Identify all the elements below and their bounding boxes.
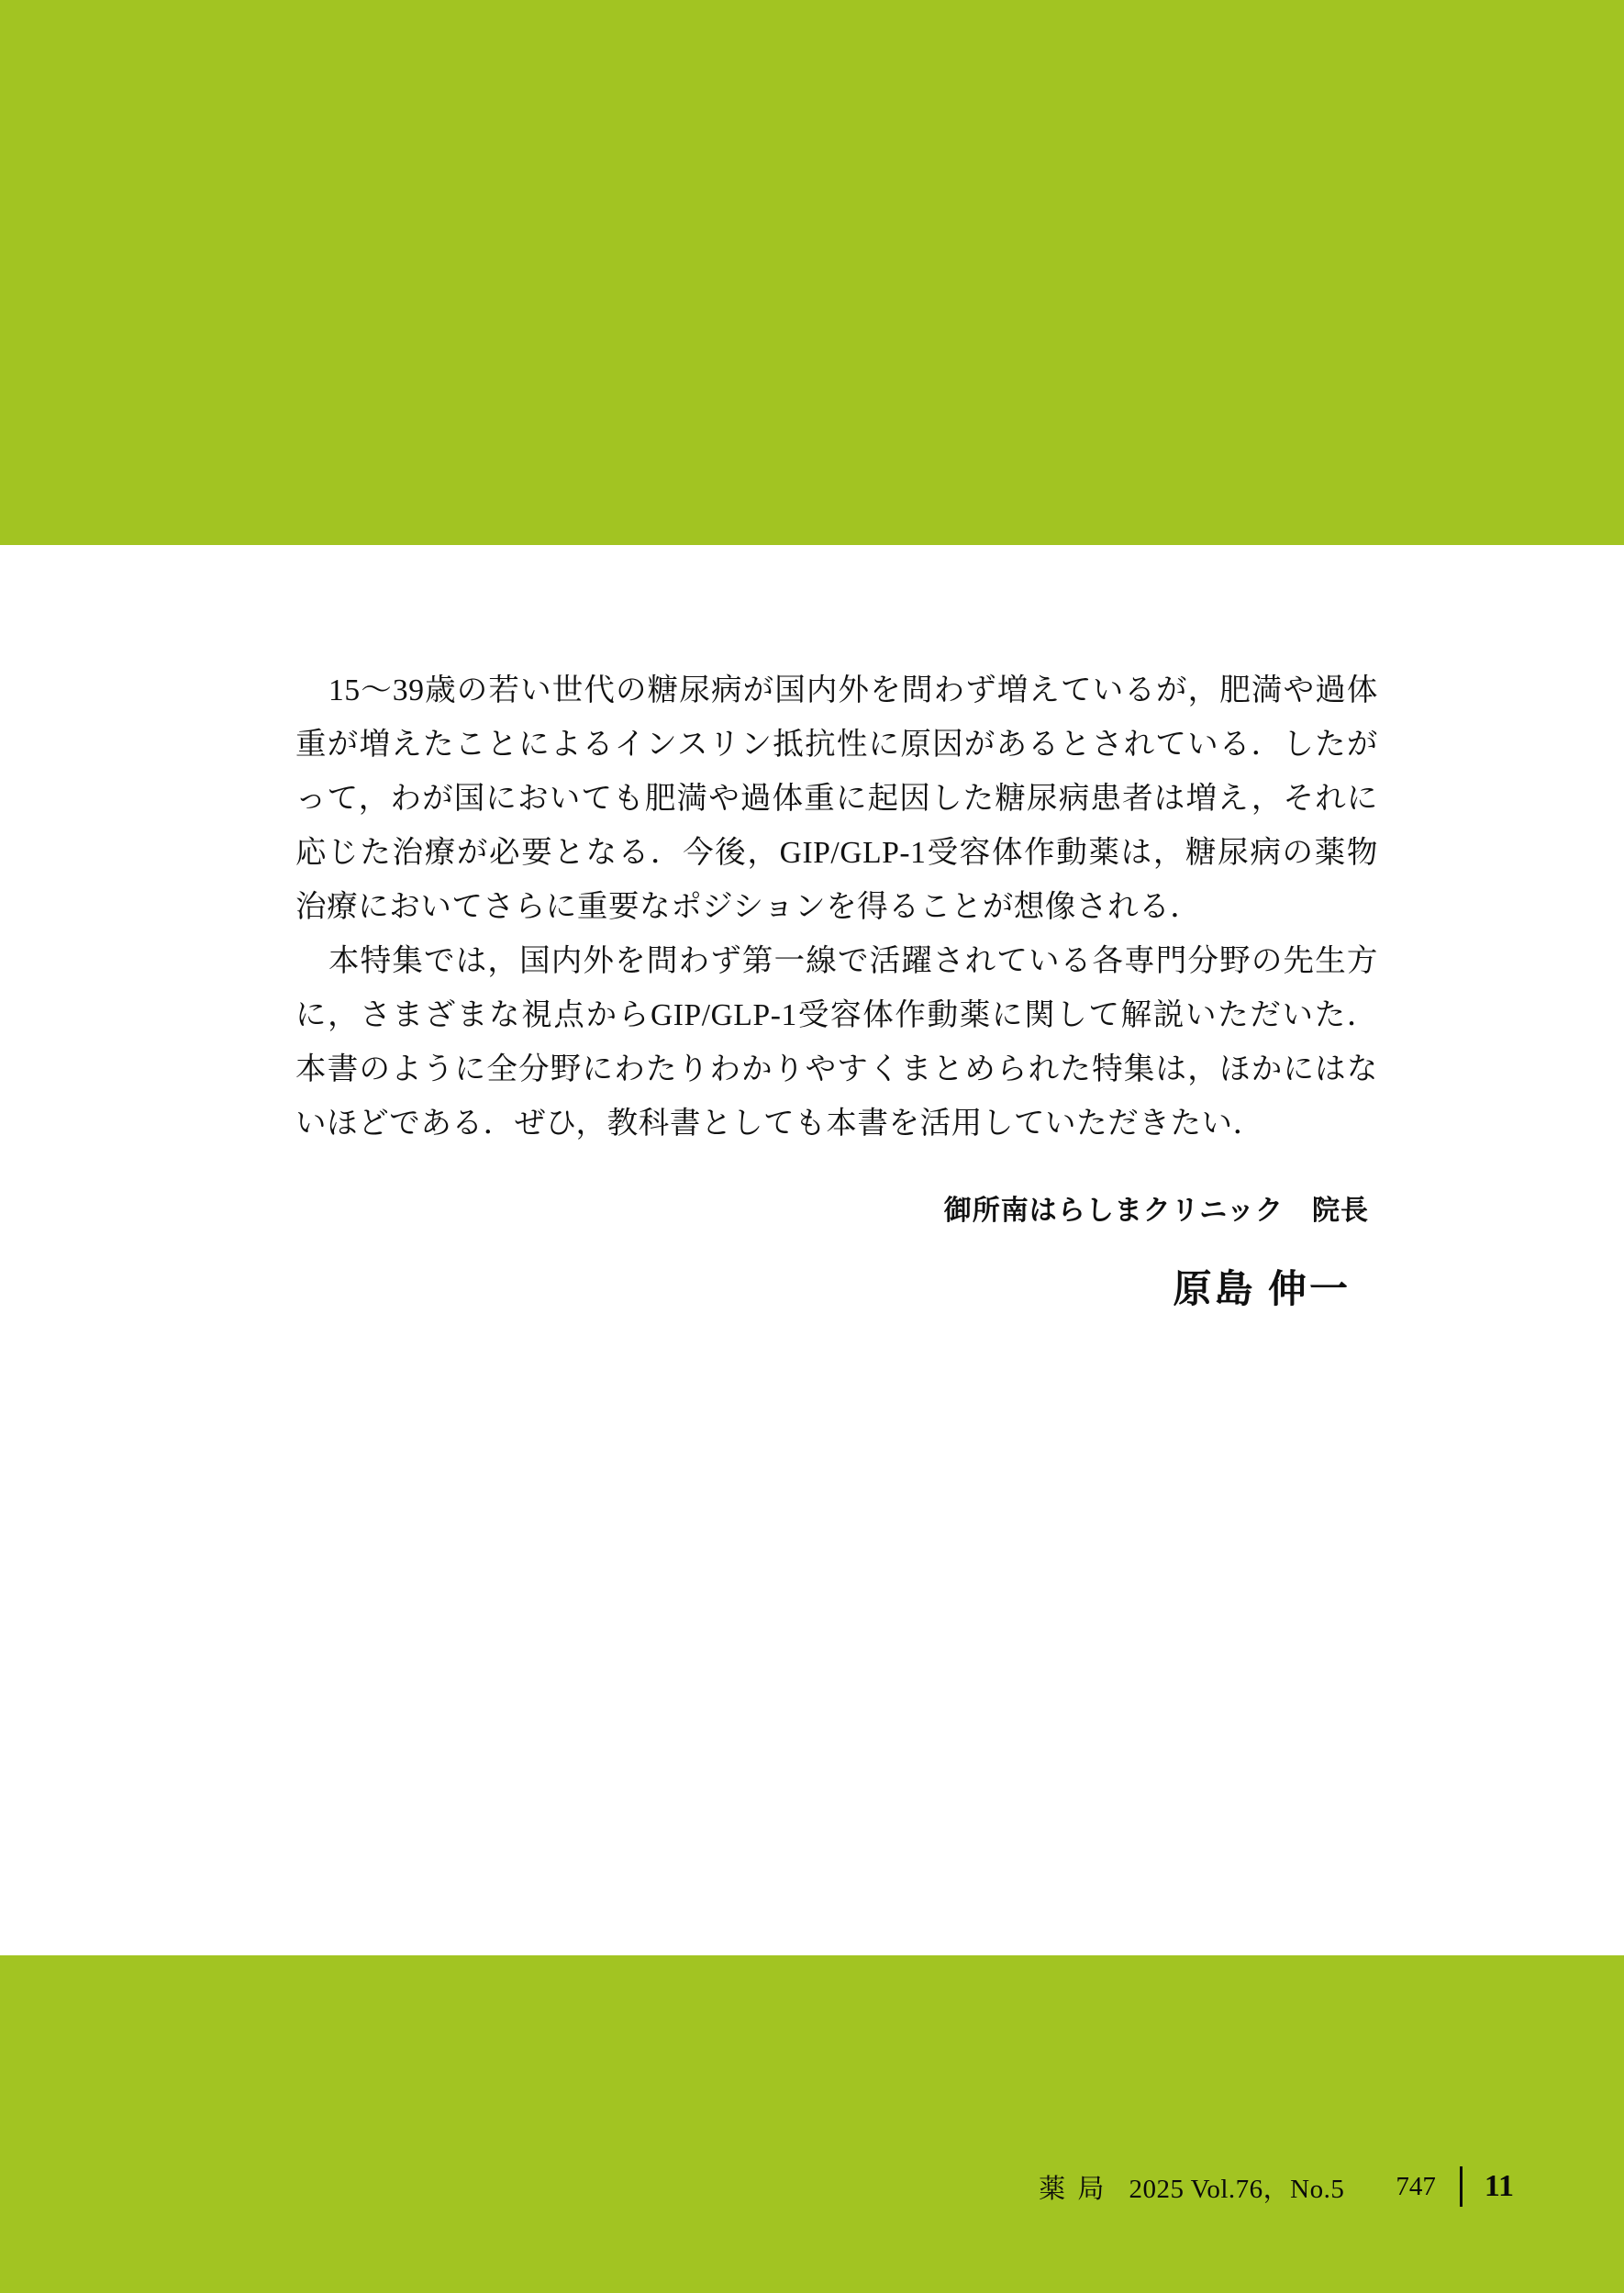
paragraph-2: 本特集では，国内外を問わず第一線で活躍されている各専門分野の先生方に，さまざまな視点からGIP/GLP-1受容体作動薬に関して解説いただいた．本書のように全分野にわたりわかりやすくまとめられた特集は，ほかにはないほどである．ぜひ，教科書としても本書を活用していただきたい． bbox=[295, 944, 1378, 1141]
page-content-area bbox=[0, 545, 1624, 1955]
footer-inner bbox=[1039, 2165, 1514, 2209]
paragraph-1: 15〜39歳の若い世代の糖尿病が国内外を問わず増えているが，肥満や過体重が増えたことによるインスリン抵抗性に原因があるとされている．したがって，わが国においても肥満や過体重に起因した糖尿病患者は増え，それに応じた治療が必要となる．今後，GIP/GLP-1受容体作動薬は，糖尿病の薬物治療においてさらに重要なポジションを得ることが想像される． bbox=[295, 673, 1378, 924]
top-color-band bbox=[0, 0, 1624, 545]
footer-issue-info: 2025 Vol.76，No.5 bbox=[1129, 2174, 1345, 2204]
signature-block bbox=[295, 1187, 1378, 1314]
footer-divider bbox=[1460, 2166, 1463, 2207]
footer-folio-number: 747 bbox=[1396, 2171, 1436, 2201]
page-footer bbox=[0, 1955, 1624, 2293]
article-body bbox=[295, 663, 1378, 1151]
author-affiliation: 御所南はらしまクリニック 院長 bbox=[943, 1196, 1369, 1226]
footer-journal-title: 薬 局 bbox=[1039, 2174, 1107, 2204]
footer-page-number: 11 bbox=[1484, 2169, 1514, 2203]
author-name: 原島 伸一 bbox=[1173, 1269, 1351, 1311]
